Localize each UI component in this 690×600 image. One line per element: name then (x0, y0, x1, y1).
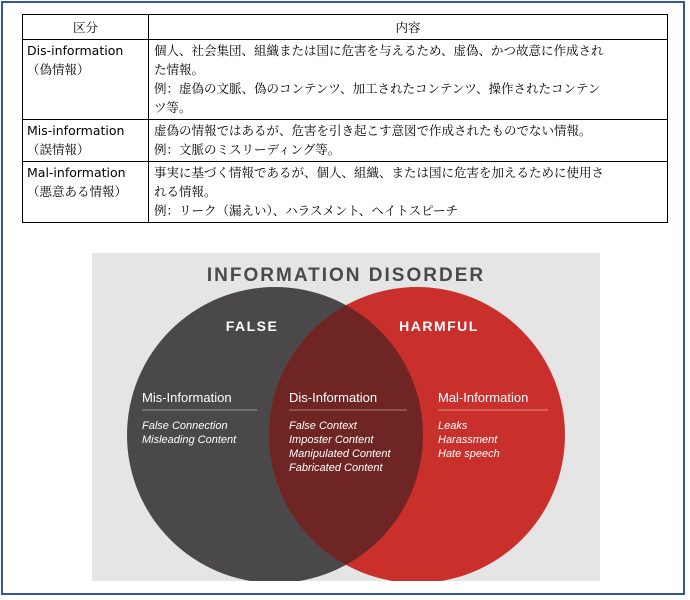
mal-information-item: Harassment (438, 434, 498, 446)
row-category (23, 120, 149, 162)
row-category (23, 162, 149, 223)
table-row (23, 40, 668, 120)
mis-information-item: False Connection (142, 420, 228, 432)
content-line: 例：虚偽の文脈、偽のコンテンツ、加工されたコンテンツ、操作されたコンテン (154, 81, 601, 96)
content-line: 例：リーク（漏えい）、ハラスメント、ヘイトスピーチ (154, 203, 459, 218)
row-category (23, 40, 149, 120)
row-content (149, 162, 668, 223)
dis-information-item: Fabricated Content (289, 462, 383, 474)
content-line: た情報。 (154, 62, 205, 77)
category-japanese: （悪意ある情報） (27, 184, 128, 199)
content-line: 事実に基づく情報であるが、個人、組織、または国に危害を加えるために使用さ (154, 165, 605, 180)
harmful-label: HARMFUL (399, 318, 479, 334)
dis-information-item: Imposter Content (289, 434, 374, 446)
content-line: れる情報。 (154, 184, 217, 199)
dis-information-item: False Context (289, 420, 357, 432)
information-types-table (22, 14, 668, 223)
mis-information-item: Misleading Content (142, 434, 237, 446)
content-line: 個人、社会集団、組織または国に危害を与えるため、虚偽、かつ故意に作成され (154, 43, 604, 58)
category-name: Mis-information (27, 123, 125, 138)
content-line: 虚偽の情報ではあるが、危害を引き起こす意図で作成されたものでない情報。 (154, 123, 592, 138)
table-header-row (23, 15, 668, 40)
row-content (149, 120, 668, 162)
content-line: 例：文脈のミスリーディング等。 (154, 142, 341, 157)
information-disorder-diagram (92, 253, 600, 581)
mal-information-item: Hate speech (438, 448, 500, 460)
category-japanese: （偽情報） (27, 62, 90, 77)
diagram-title: INFORMATION DISORDER (206, 265, 486, 286)
false-label: FALSE (225, 318, 279, 334)
header-content: 内容 (149, 15, 668, 40)
content-line: ツ等。 (154, 100, 192, 115)
mis-information-heading: Mis-Information (142, 390, 232, 405)
category-name: Mal-information (27, 165, 126, 180)
table-row (23, 120, 668, 162)
venn-svg (92, 253, 600, 581)
category-name: Dis-information (27, 43, 124, 58)
table-row (23, 162, 668, 223)
category-japanese: （誤情報） (27, 142, 90, 157)
mal-information-item: Leaks (438, 420, 468, 432)
mal-information-heading: Mal-Information (438, 390, 529, 405)
row-content (149, 40, 668, 120)
header-category: 区分 (23, 15, 149, 40)
dis-information-heading: Dis-Information (289, 390, 378, 405)
dis-information-item: Manipulated Content (289, 448, 391, 460)
